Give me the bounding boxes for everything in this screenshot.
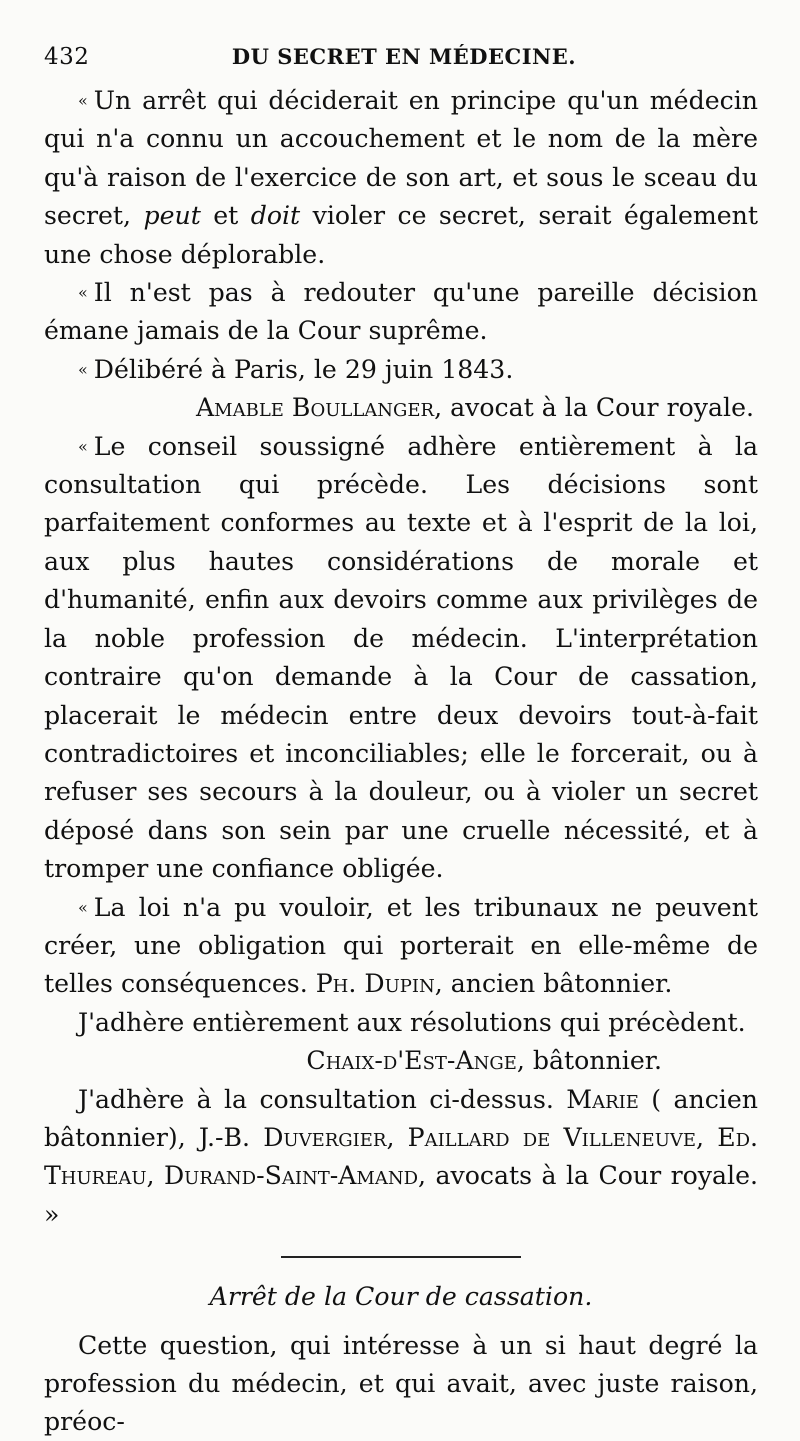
paragraph-adhesion-avocats (44, 1081, 758, 1235)
opening-quote-mark: « (78, 436, 88, 456)
signatory-name: Chaix-d'Est-Ange (306, 1046, 517, 1076)
signature-chaix-d-est-ange (44, 1042, 758, 1080)
signatory-name: Amable Boullanger (195, 393, 435, 423)
signatory-name: Ed. Thureau (44, 1122, 759, 1191)
separator: , (696, 1122, 718, 1152)
page-body (44, 82, 758, 1441)
paragraph-adhesion (44, 1004, 758, 1042)
paragraph-text: J'adhère à la consultation ci-dessus. (78, 1084, 567, 1114)
opening-quote-mark: « (78, 359, 88, 379)
paragraph-text: et (200, 201, 251, 231)
paragraph-cour-supreme (44, 274, 758, 351)
separator: , (146, 1161, 164, 1191)
signatory-name: Durand-Saint-Amand (163, 1161, 419, 1191)
emphasis-doit: doit (250, 201, 301, 231)
signatory-name: Paillard de Villeneuve (407, 1122, 697, 1152)
section-divider (281, 1256, 521, 1258)
paragraph-arret-deplorable (44, 82, 758, 274)
paragraph-text: La loi n'a pu vouloir, et les tribunaux ne peuvent créer, une obligation qui porterait en elle-même de telles conséquences. (44, 892, 758, 999)
running-title: DU SECRET EN MÉDECINE. (231, 44, 577, 69)
paragraph-conseil-soussigne (44, 428, 758, 889)
signatory-role: , avocat à la Cour royale. (434, 393, 754, 423)
page-number: 432 (44, 44, 90, 70)
paragraph-text: Délibéré à Paris, le 29 juin 1843. (93, 354, 514, 384)
paragraph-text: Un arrêt qui déciderait en principe qu'un médecin qui n'a connu un accouchement et le nom de la mère qu'à raison de l'exercice de son art, et sous le sceau du secret, (44, 86, 758, 231)
paragraph-delibere (44, 351, 758, 389)
signatory-name: Ph. Dupin (315, 969, 435, 999)
paragraph-text: violer ce secret, serait également une chose déplorable. (44, 201, 759, 269)
emphasis-peut: peut (143, 201, 201, 231)
signature-boullanger (44, 389, 758, 427)
paragraph-text: J'adhère entièrement aux résolutions qui précèdent. (78, 1007, 746, 1037)
paragraph-text: Il n'est pas à redouter qu'une pareille décision émane jamais de la Cour suprême. (44, 278, 758, 346)
opening-quote-mark: « (78, 283, 88, 303)
paragraph-text: Le conseil soussigné adhère entièrement à la consultation qui précède. Les décisions sont parfaitement conformes au texte et à l'esprit de la loi, aux plus hautes considérations de morale et d'humanité, enfin aux devoirs comme aux privilèges de la noble profession de médecin. L'interprétation contraire qu'on demande à la Cour de cassation, placerait le médecin entre deux devoirs tout-à-fait contradictoires et inconciliables; elle le forcerait, ou à refuser ses secours à la douleur, ou à violer un secret déposé dans son sein par une cruelle nécessité, et à tromper une confiance obligée. (44, 431, 758, 884)
signatory-role: , ancien bâtonnier. (434, 969, 673, 999)
paragraph-text: ( ancien bâtonnier), (44, 1084, 758, 1152)
opening-quote-mark: « (78, 91, 88, 110)
signatory-role: , bâtonnier. (516, 1046, 662, 1076)
paragraph-text: , avocats à la Cour royale. » (44, 1161, 759, 1229)
page-header (44, 40, 764, 74)
paragraph-cette-question (44, 1327, 758, 1441)
signatory-name: J.-B. Duvergier (198, 1122, 387, 1152)
opening-quote-mark: « (78, 897, 88, 917)
paragraph-text: Cette question, qui intéresse à un si haut degré la profession du médecin, et qui avait, avec juste raison, préoc- (44, 1330, 758, 1437)
paragraph-loi-vouloir (44, 889, 758, 1004)
section-title: Arrêt de la Cour de cassation. (209, 1282, 593, 1312)
separator: , (386, 1122, 408, 1152)
signatory-name: Marie (566, 1084, 639, 1114)
